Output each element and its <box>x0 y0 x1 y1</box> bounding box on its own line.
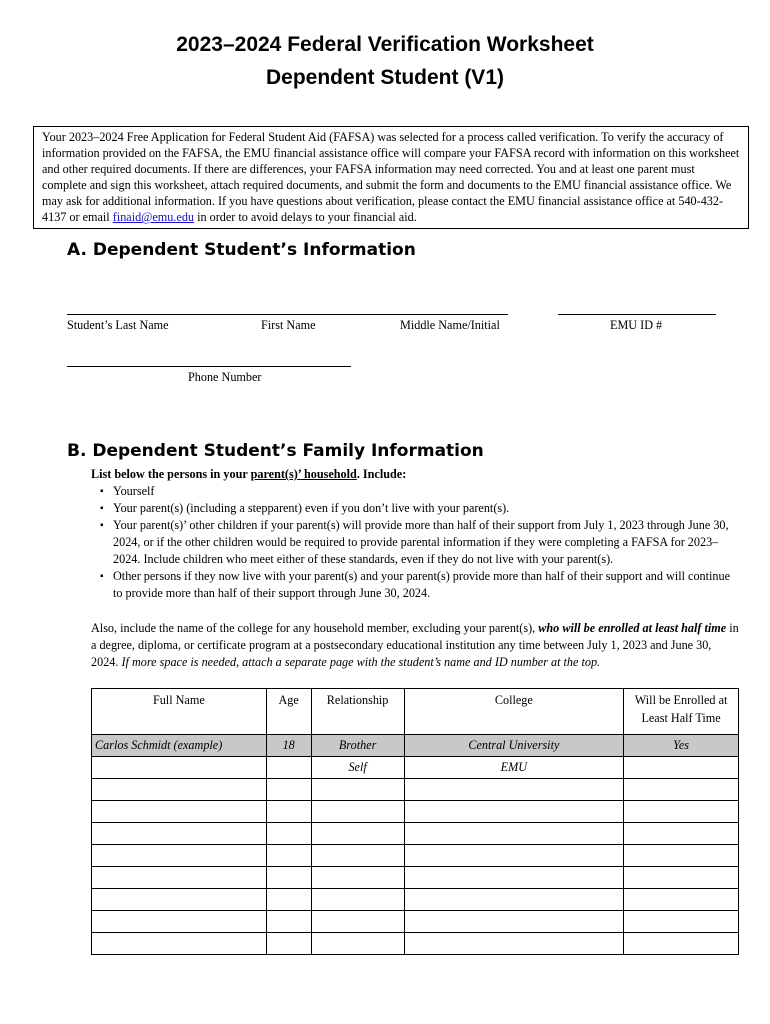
first-name-label: First Name <box>261 318 316 332</box>
cell-college[interactable] <box>404 933 624 955</box>
cell-college: Central University <box>404 735 624 757</box>
table-row <box>92 801 739 823</box>
cell-age[interactable] <box>266 801 311 823</box>
cell-age[interactable] <box>266 845 311 867</box>
table-header-row <box>92 689 739 735</box>
cell-name[interactable] <box>92 933 267 955</box>
table-row <box>92 779 739 801</box>
cell-relationship[interactable] <box>311 911 404 933</box>
phone-field-line[interactable] <box>67 366 351 367</box>
cell-enrolled: Yes <box>624 735 739 757</box>
header-age: Age <box>266 689 311 735</box>
cell-college[interactable] <box>404 823 624 845</box>
cell-enrolled[interactable] <box>624 757 739 779</box>
cell-relationship[interactable] <box>311 845 404 867</box>
bullet-item: ▪ Your parent(s) (including a stepparent) even if you don’t live with your parent(s). <box>113 500 741 517</box>
cell-enrolled[interactable] <box>624 933 739 955</box>
section-b-heading: B. Dependent Student’s Family Information <box>67 441 484 461</box>
cell-college[interactable] <box>404 889 624 911</box>
cell-college[interactable]: EMU <box>404 757 624 779</box>
household-table <box>91 688 739 955</box>
bullet-item: ▪ Yourself <box>113 483 741 500</box>
cell-enrolled[interactable] <box>624 845 739 867</box>
cell-name[interactable] <box>92 757 267 779</box>
example-row <box>92 735 739 757</box>
cell-college[interactable] <box>404 801 624 823</box>
header-relationship: Relationship <box>311 689 404 735</box>
cell-enrolled[interactable] <box>624 889 739 911</box>
table-row <box>92 823 739 845</box>
cell-enrolled[interactable] <box>624 867 739 889</box>
cell-relationship[interactable]: Self <box>311 757 404 779</box>
cell-college[interactable] <box>404 845 624 867</box>
cell-relationship[interactable] <box>311 801 404 823</box>
cell-age[interactable] <box>266 779 311 801</box>
intro-text: Your 2023–2024 Free Application for Federal Student Aid (FAFSA) was selected for a process called verification. To verify the accuracy of information provided on the FAFSA, the EMU financial assistance office will compare your FAFSA record with information on this worksheet and other required documents. If there are differences, your FAFSA information may need corrected. You and at least one parent must complete and sign this worksheet, attach required documents, and submit the form and documents to the EMU financial assistance office. We may ask for additional information. If you have questions about verification, please contact the EMU financial assistance office at 540-432-4137 or email <box>42 130 740 224</box>
cell-enrolled[interactable] <box>624 911 739 933</box>
also-bold: who will be enrolled at least half time <box>538 621 727 635</box>
title-line-1: 2023–2024 Federal Verification Worksheet <box>176 33 594 56</box>
college-instructions <box>91 620 741 671</box>
table-row <box>92 911 739 933</box>
emu-id-field-line[interactable] <box>558 314 716 315</box>
section-a-heading: A. Dependent Student’s Information <box>67 240 416 260</box>
cell-relationship: Brother <box>311 735 404 757</box>
cell-college[interactable] <box>404 779 624 801</box>
cell-age: 18 <box>266 735 311 757</box>
cell-name[interactable] <box>92 779 267 801</box>
table-row <box>92 867 739 889</box>
cell-college[interactable] <box>404 911 624 933</box>
header-college: College <box>404 689 624 735</box>
also-mid: in a degree, diploma, or certificate program at a postsecondary educational institution any time between July 1, 2023 and June 30, 2024. <box>91 621 739 669</box>
header-full-name: Full Name <box>92 689 267 735</box>
cell-name[interactable] <box>92 823 267 845</box>
also-text: Also, include the name of the college for any household member, excluding your parent(s), <box>91 621 539 635</box>
cell-name: Carlos Schmidt (example) <box>92 735 267 757</box>
bullet-item: ▪ Your parent(s)’ other children if your parent(s) will provide more than half of their support from July 1, 2023 through June 30, 2024, or if the other children would be required to provide parental information if they were completing a FAFSA for 2023–2024. Include children who meet either of these standards, even if they do not live with your parent(s). <box>113 517 741 568</box>
table-row <box>92 845 739 867</box>
intro-box <box>33 126 749 229</box>
table-row <box>92 757 739 779</box>
emu-id-label: EMU ID # <box>610 318 663 332</box>
middle-name-label: Middle Name/Initial <box>400 318 500 332</box>
cell-age[interactable] <box>266 889 311 911</box>
cell-enrolled[interactable] <box>624 779 739 801</box>
bullet-item: ▪ Other persons if they now live with your parent(s) and your parent(s) provide more than half of their support and will continue to provide more than half of their support through June 30, 2024. <box>113 568 741 602</box>
cell-name[interactable] <box>92 867 267 889</box>
cell-relationship[interactable] <box>311 823 404 845</box>
title-line-2: Dependent Student (V1) <box>265 66 504 89</box>
also-italic: If more space is needed, attach a separate page with the student’s name and ID number at the top. <box>121 655 601 669</box>
cell-college[interactable] <box>404 867 624 889</box>
cell-relationship[interactable] <box>311 889 404 911</box>
cell-age[interactable] <box>266 757 311 779</box>
email-link[interactable]: finaid@emu.edu <box>112 210 195 224</box>
header-enrolled: Will be Enrolled at Least Half Time <box>624 689 739 735</box>
name-field-line[interactable] <box>67 314 508 315</box>
cell-age[interactable] <box>266 933 311 955</box>
cell-age[interactable] <box>266 911 311 933</box>
phone-label: Phone Number <box>188 370 262 384</box>
cell-name[interactable] <box>92 845 267 867</box>
cell-enrolled[interactable] <box>624 801 739 823</box>
table-row <box>92 933 739 955</box>
cell-age[interactable] <box>266 823 311 845</box>
cell-enrolled[interactable] <box>624 823 739 845</box>
cell-relationship[interactable] <box>311 779 404 801</box>
list-intro-end: . Include: <box>356 467 407 481</box>
list-intro: List below the persons in your <box>91 467 251 481</box>
table-row <box>92 889 739 911</box>
cell-name[interactable] <box>92 889 267 911</box>
intro-text-end: in order to avoid delays to your financial aid. <box>194 210 417 224</box>
cell-name[interactable] <box>92 801 267 823</box>
list-intro-underlined: parent(s)’ household <box>250 467 357 481</box>
cell-relationship[interactable] <box>311 933 404 955</box>
cell-relationship[interactable] <box>311 867 404 889</box>
household-instructions <box>91 466 741 602</box>
last-name-label: Student’s Last Name <box>67 318 169 332</box>
cell-age[interactable] <box>266 867 311 889</box>
cell-name[interactable] <box>92 911 267 933</box>
